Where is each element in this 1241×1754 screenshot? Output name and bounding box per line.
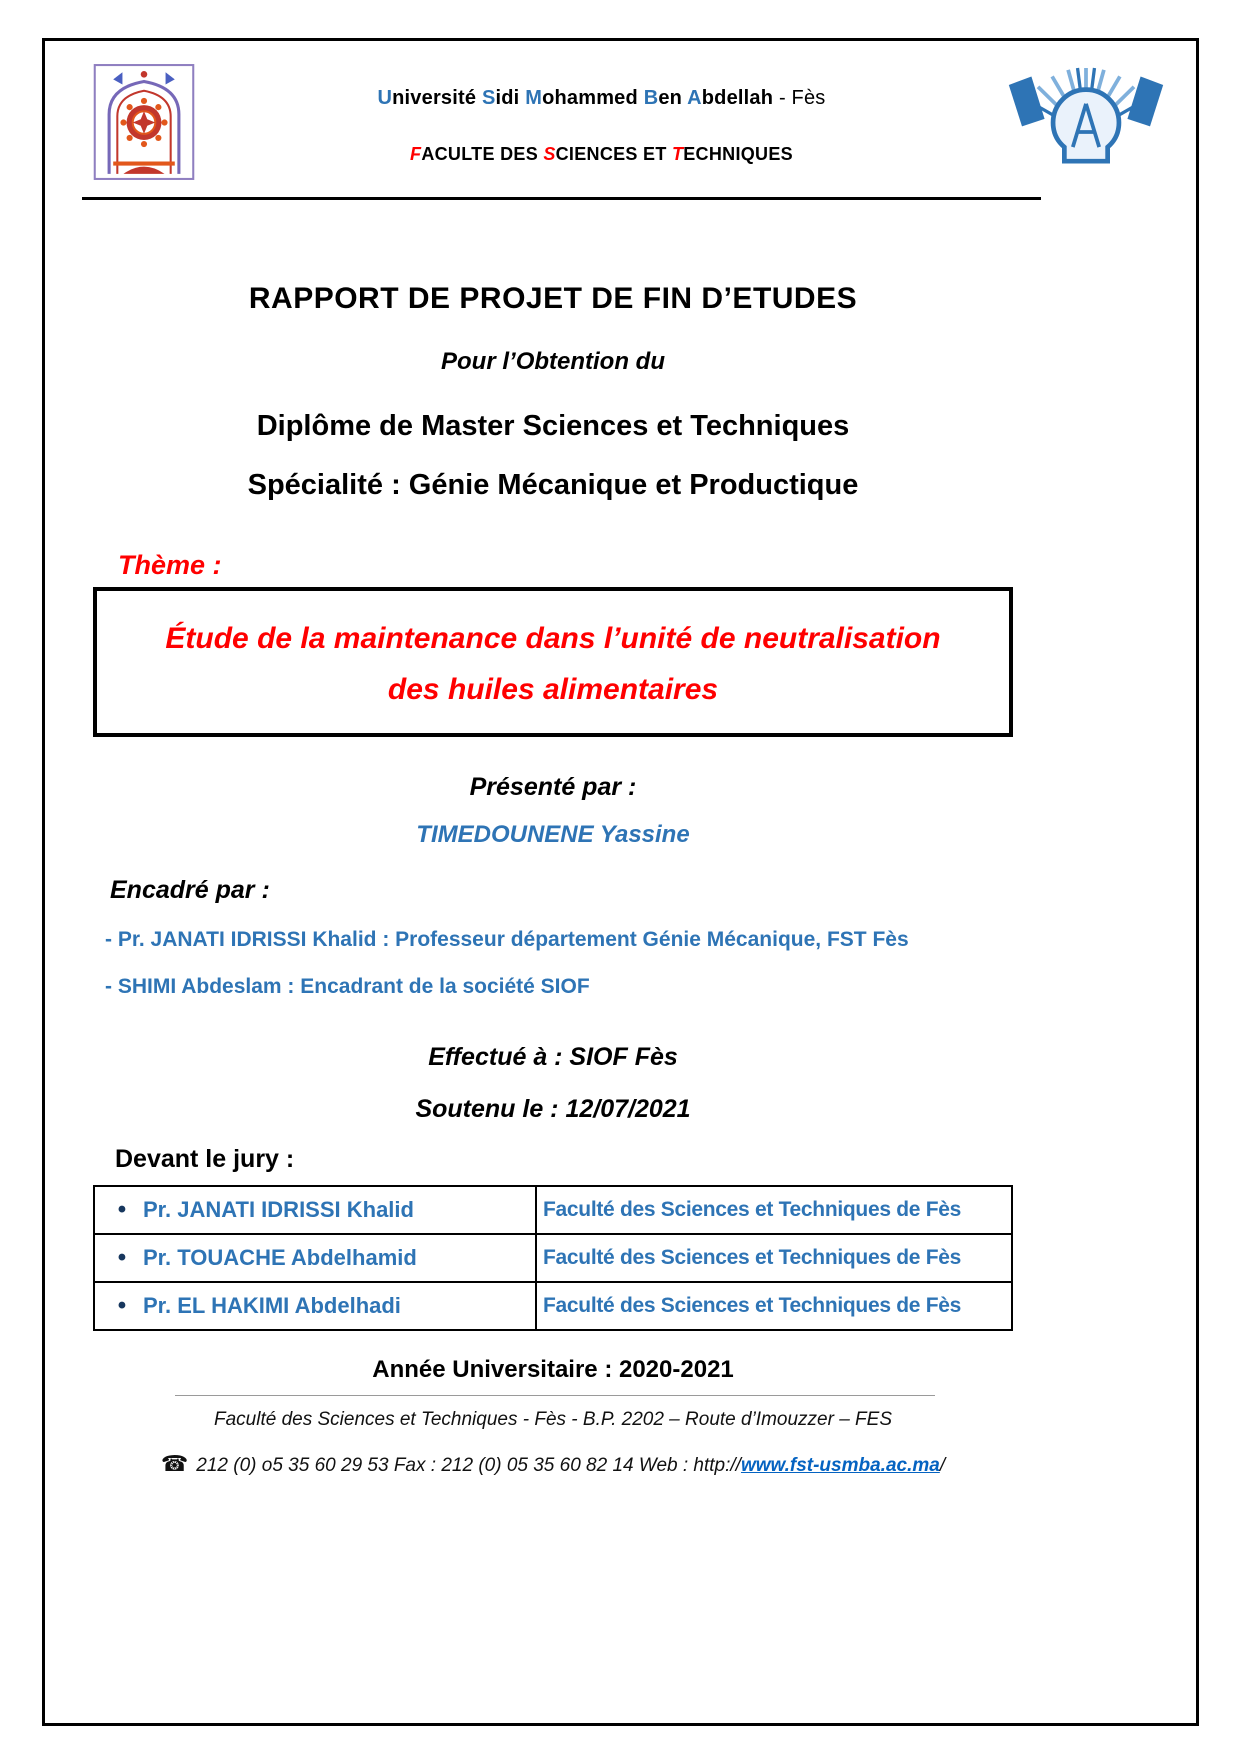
bullet-icon bbox=[101, 1196, 143, 1224]
jury-member-name: •Pr. EL HAKIMI Abdelhadi bbox=[94, 1282, 536, 1330]
phone-icon: ☎ bbox=[160, 1451, 189, 1476]
academic-year: Année Universitaire : 2020-2021 bbox=[372, 1356, 734, 1383]
jury-label: Devant le jury : bbox=[115, 1145, 295, 1173]
header-text bbox=[197, 63, 1006, 165]
faculty-address: Faculté des Sciences et Techniques - Fès - B.P. 2202 – Route d’Imouzzer – FES bbox=[213, 1409, 893, 1430]
theme-box bbox=[93, 587, 1013, 737]
bullet-icon bbox=[101, 1292, 143, 1320]
header bbox=[45, 41, 1196, 181]
student-name: TIMEDOUNENE Yassine bbox=[416, 821, 690, 848]
faculty-name: FACULTE DES SCIENCES ET TECHNIQUES bbox=[410, 144, 793, 164]
report-title: RAPPORT DE PROJET DE FIN D’ETUDES bbox=[248, 282, 858, 315]
contact-suffix: / bbox=[939, 1455, 946, 1476]
cover-content bbox=[93, 282, 1013, 1477]
usmba-emblem-graphic bbox=[91, 63, 197, 181]
specialty-title: Spécialité : Génie Mécanique et Productique bbox=[247, 469, 859, 501]
jury-row bbox=[94, 1234, 1012, 1282]
footer-divider bbox=[175, 1395, 935, 1396]
supervisor-2: - SHIMI Abdeslam : Encadrant de la société SIOF bbox=[105, 975, 590, 998]
jury-member-affiliation: Faculté des Sciences et Techniques de Fès bbox=[536, 1282, 1012, 1330]
website-link[interactable]: www.fst-usmba.ac.ma bbox=[740, 1455, 940, 1476]
bullet-icon bbox=[101, 1244, 143, 1272]
university-name: Université Sidi Mohammed Ben Abdellah - Fès bbox=[377, 87, 826, 109]
fst-logo-graphic bbox=[1006, 63, 1166, 169]
supervisor-1: - Pr. JANATI IDRISSI Khalid : Professeur département Génie Mécanique, FST Fès bbox=[105, 928, 909, 951]
jury-member-name: •Pr. JANATI IDRISSI Khalid bbox=[94, 1186, 536, 1234]
faculty-contact bbox=[93, 1451, 1013, 1477]
fst-logo bbox=[1006, 63, 1166, 169]
jury-row bbox=[94, 1282, 1012, 1330]
defense-date: Soutenu le : 12/07/2021 bbox=[415, 1095, 691, 1123]
jury-table bbox=[93, 1185, 1013, 1331]
jury-member-affiliation: Faculté des Sciences et Techniques de Fès bbox=[536, 1186, 1012, 1234]
theme-title-line2: des huiles alimentaires bbox=[387, 673, 719, 706]
theme-label: Thème : bbox=[118, 550, 222, 580]
header-divider bbox=[82, 197, 1041, 200]
jury-member-name: •Pr. TOUACHE Abdelhamid bbox=[94, 1234, 536, 1282]
presented-by-label: Présenté par : bbox=[469, 773, 637, 801]
contact-text: 212 (0) o5 35 60 29 53 Fax : 212 (0) 05 35 60 82 14 Web : http:// bbox=[196, 1455, 741, 1476]
diploma-title: Diplôme de Master Sciences et Techniques bbox=[256, 410, 850, 442]
jury-row bbox=[94, 1186, 1012, 1234]
page-border-frame bbox=[42, 38, 1199, 1726]
obtention-subtitle: Pour l’Obtention du bbox=[441, 348, 665, 375]
supervised-by-label: Encadré par : bbox=[110, 876, 270, 904]
internship-location: Effectué à : SIOF Fès bbox=[428, 1043, 678, 1071]
jury-member-affiliation: Faculté des Sciences et Techniques de Fès bbox=[536, 1234, 1012, 1282]
usmba-emblem-logo bbox=[91, 63, 197, 181]
theme-title-line1: Étude de la maintenance dans l’unité de neutralisation bbox=[165, 622, 941, 655]
